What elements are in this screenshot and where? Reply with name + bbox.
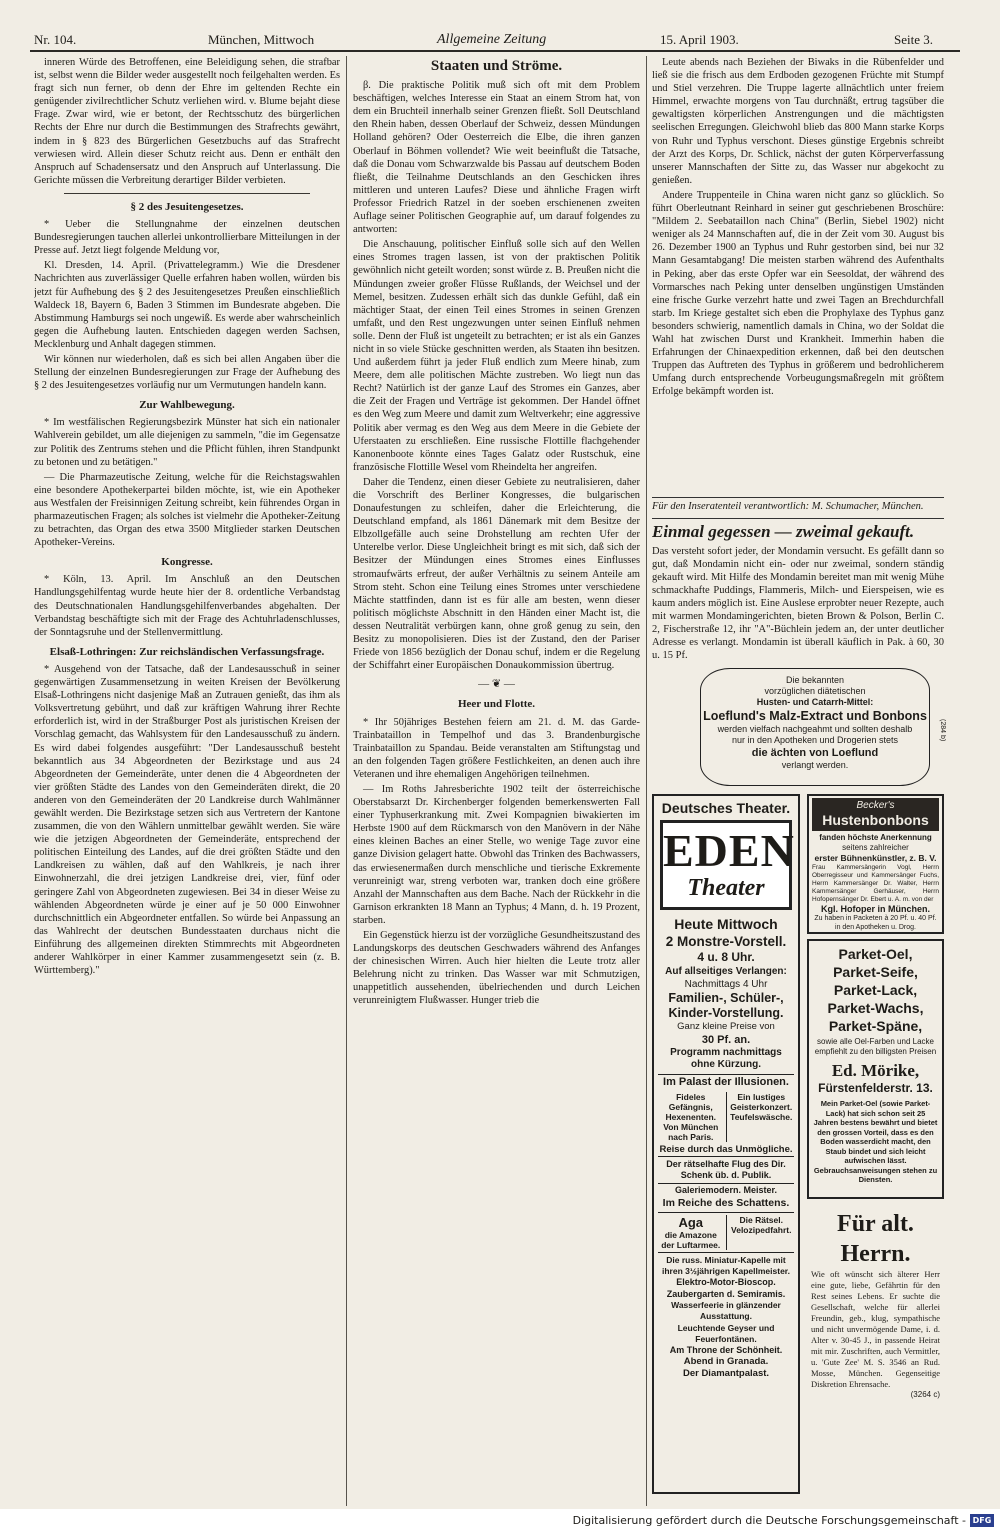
issue-date: 15. April 1903. [660,32,739,47]
eden-text: Fideles Gefängnis, Hexenenten. Von München nach Paris. [658,1092,727,1142]
section-ornament: — ❦ — [478,678,515,691]
newspaper-title: Allgemeine Zeitung [437,32,547,47]
article-paragraph: * Im westfälischen Regierungsbezirk Münster hat sich ein nationaler Wahlverein gebildet, um alle diejenigen zu sammeln, "die im Gegensatze zur Politik des Zentrums stehen und die Pflicht fühlen, ihren Standpunkt zu betonen und zu betätigen." [34,417,340,468]
becker-brand: Becker's [856,800,895,811]
article-paragraph: Leute abends nach Beziehen der Biwaks in die Rübenfelder und ließ sie die frisch aus dem Erdboden gezogenen Früchte mit Stumpf und Stiel verzehren. Die Truppe lagerte allnächtlich unter freiem Himmel, erwachte morgens von Tau durchnäßt, ertrug tagsüber die gewaltigsten körperlichen Anstrengungen und die mächtigsten seelischen Erregungen. Gleichwohl blieb das 800 Mann starke Korps von Ruhr und Typhus verschont. Dieses günstige Ergebnis schreibt der Arzt des Korps, Dr. Schlick, nächst der guten Körperverfassung unserer Mannschaften der Sitte zu, das Wasser nur abgekocht zu genießen. [652,57,944,186]
loeflund-line: vorzüglichen diätetischen [764,686,866,696]
loeflund-line: werden vielfach nachgeahmt und sollten deshalb [717,724,913,734]
section-heading: Zur Wahlbewegung. [139,399,235,412]
mondamin-text: Das versteht sofort jeder, der Mondamin versucht. Es gefällt dann so gut, daß Mondamin nicht ein- oder nur zweimal, sondern ständig gekauft wird. Mit Hilfe des Mondamin bereitet man mit wenig Mühe schmackhafte Puddings, Flammeris, Milch- und Eierspeisen, wie es kaum anders möglich ist. Eine Auslese erprobter neuer Rezepte, auch mit warmen Mondamingerichten, bieten Brown & Polson, Berlin C. 2, Fischerstraße 12, ihr "A"-Büchlein jedem an, der unter deutlicher Adresse es verlangt. Mondamin ist überall käuflich in Pak. à 60, 30 u. 15 Pf. [652,546,944,660]
article-paragraph: Andere Truppenteile in China waren nicht ganz so glücklich. So führt Oberleutnant Reinhard in seiner gut geschriebenen Broschüre: "Mildem 2. Seebataillon nach China" (Berlin, Siebel 1902) nicht weniger als 24 Mannschaften auf, die in der Zeit vom 30. August bis 26. Dezember 1900 an Typhus und Ruhr gestorben sind, bei nur 32 Mann Gesamtabgang! Die meisten starben während des Aufenthalts in Peking, aber das erste Opfer war ein Seesoldat, der während des Vormarsches nach Peking unter denselben ungünstigen Umständen eine frische Gurke verzehrt hatte und zwei Tagen an Brechdurchfall starb. Im Kriege gestaltet sich eben die Prophylaxe des Typhus ganz besonders schwierig, namentlich damals in China, wo der Soldat die Wahl hat zwischen Durst und Krankheit. Immerhin haben die Erfahrungen der Chinaexpedition erkennen, daß bei den deutschen Truppen das Auftreten des Typhus in größerem und bedrohlicherem Umfang durch entsprechende Vorbeugungsmaßregeln mit größtem Erfolge bekämpft worden ist. [652,189,944,398]
eden-text: Familien-, Schüler-, [668,991,784,1005]
eden-text: Aga [678,1215,704,1230]
eden-text: Nachmittags 4 Uhr [684,979,768,990]
eden-text: Elektro-Motor-Bioscop. [676,1277,776,1287]
divider [64,193,310,194]
article-paragraph: Die Anschauung, politischer Einfluß solle sich auf den Wellen eines Stromes tragen lassen, ist von der praktischen Politik gewöhnlich nicht geteilt worden; sonst würde z. B. Preußen nicht die Mündungen zweier großer Flüsse Rußlands, der Weichsel und der Memel, besitzen. Zudessen erhält sich das dunkle Gefühl, daß ein mächtiger Staat, der einen Teil eines Stromes in seinen Grenzen umfaßt, und den Rest ungezwungen unter seinen Einfluß nehmen solle. Denn der Fluß ist ungeteilt zu betrachten; er ist als ein Ganzes nicht in so viele Stücke geschnitten werden, als Staaten ihn besitzen. Und außerdem führt ja jeder Fluß endlich zum Meere hinab, zum Meere, dem alle politischen Mächte zustreben. Wo liegt nun das Recht? Natürlich ist der ganze Lauf des Stromes ein Ganzes, aber die Zeit der Fragen und Verträge ist gekommen. Der Handel öffnet es den Weg zum Meere und damit zum Weltverkehr; eine aggressive Politik aber vermag es den Weg aus dem Meere in die Gebiete der Uferstaaten zu erschließen. Eine russische Flottille flachgehender Kanonenboote könnte eines Tages Galatz oder Rustschuk, eine französische Flottille Wesel vom Rheindelta her angreifen. [353,239,640,473]
column-rule [346,56,347,1506]
eden-text: 2 Monstre-Vorstell. [665,934,787,949]
mondamin-ad [652,522,944,660]
loeflund-line: nur in den Apotheken und Drogerien stets [731,735,899,745]
eden-text: Im Palast der Illusionen. [658,1074,794,1090]
eden-logo: EDEN [663,825,795,876]
eden-header: Deutsches Theater. [661,800,791,816]
article-paragraph: Wir können nur wiederholen, daß es sich bei allen Angaben über die Stellung der einzelnen Bundesregierungen zur Frage der Aufhebung des § 2 des Jesuitengesetzes vorläufig nur um Vermutungen handeln kann. [34,353,340,392]
advertising-responsibility: Für den Inseratenteil verantwortlich: M. Schumacher, München. [652,497,944,519]
loeflund-line: Die bekannten [785,675,845,685]
eden-text: Der Diamantpalast. [682,1368,770,1379]
eden-text: Heute Mittwoch [674,916,778,932]
becker-text: Zu haben in Packeten à 20 Pf. u. 40 Pf. in den Apotheken u. Drog. [814,915,937,931]
eden-text: Im Reiche des Schattens. [662,1197,790,1209]
masthead [0,0,1000,50]
moerike-text: Mein Parket-Oel (sowie Parket-Lack) hat sich schon seit 25 Jahren bestens bewährt und bietet den grossen Vorteil, dass es den Boden wasserdicht macht, den Staub bindet und sich leicht aufwischen lässt. Gebrauchsanweisungen stehen zu Diensten. [813,1099,938,1184]
masthead-rule [30,50,960,52]
mondamin-title: Einmal gegessen — zweimal gekauft. [652,522,915,541]
page-number: Seite 3. [894,32,933,47]
eden-theater-ad [652,794,800,1494]
becker-header [812,798,939,831]
article-paragraph: Ein Gegenstück hierzu ist der vorzügliche Gesundheitszustand des Landungskorps des deutschen Geschwaders während des Anfanges der chinesischen Wirren. Auch hier hielten die Leute trotz aller Belehrung nicht zu trinken. Das Wasser war mit Schmutzigen, unappetitlich aussehenden, übelriechenden und durch Leichen verunreinigtem Flußwasser. Hunger trieb die [353,930,640,1007]
section-heading: § 2 des Jesuitengesetzes. [130,200,244,213]
personal-ad-text: Wie oft wünscht sich älterer Herr eine gute, liebe, Gefährtin für den Rest seines Lebens. Er suchte die Gesellschaft, welche für allerlei Freundin, geb., klug, sympathische und nicht unvermögende Dame, i. d. Alter v. 30-45 J., in passende Heirat mit mir. Zuschriften, auch Vermittler, u. 'Gute Zee' M. S. 3546 an Rud. Mosse, München. Gegenseitige Diskretion Ehrensache. [811,1269,940,1389]
loeflund-line: die ächten von Loeflund [751,747,879,759]
eden-text: Zaubergarten d. Semiramis. [666,1289,786,1299]
article-paragraph: * Köln, 13. April. Im Anschluß an den Deutschen Handlungsgehilfentag wurde heute hier der 8. ordentliche Verbandstag des Deutschnationalen Handlungsgehilfenverbandes abgehalten. Der Verbandstag beschäftigte sich mit der Frage des Achtuhrladenschlusses, der Sonntagsruhe und der Stellenvermittlung. [34,574,340,638]
personal-ad-title: Für alt. Herrn. [837,1211,914,1267]
section-heading: Heer und Flotte. [457,698,536,711]
section-heading: Kongresse. [161,556,213,569]
eden-program-row [658,1212,794,1250]
becker-text: fanden höchste Anerkennung [819,833,932,842]
becker-text: Frau Kammersängerin Vogl, Herrn Oberregisseur und Kammersänger Fuchs, Herrn Kammersänger Dr. Walter, Herrn Kammersänger Gerhäuser, Herrn Hofopernsänger Dr. Ebert u. A. m. von der [812,864,939,903]
moerike-product-item: Parket-Seife, [833,964,918,980]
article-paragraph: * Ausgehend von der Tatsache, daß der Landesausschuß in seiner gegenwärtigen Zusammensetzung in weiten Kreisen der Bevölkerung Elsaß-Lothringens nicht dasjenige Maß an Zutrauen genießt, das ihm als Volksvertretung gebührt, und daß zur kräftigen Wahrung ihrer Rechte erforderlich ist, wird in der Straßburger Post als juristischen Kreisen der Vorschlag gemacht, das Wahlsystem für den Landesausschuß zu ändern. Es wird dabei folgendes ausgeführt: "Der Landesausschuß besteht bekanntlich aus 34 Abgeordneten der Bezirkstage und aus 24 Abgeordneten der Gemeinderäte, unter denen die 4 Abgeordneten der vier größten Städte des Landes von den Gemeinderäten direkt, die 20 anderen von den Gemeinderäten der 20 Landkreise durch Wahlmänner gewählt werden. Die Bezirkstage setzen sich aus Vertretern der Kantone zusammen, die von den Wählern unmittelbar gewählt werden. Sie wäre wie die jetzigen Abgeordneten der Gemeinderäte, entsprechend der politischen Einteilung des Landes, auf die drei größten Städte und den Landkreisen zu wählen, daß auf den Wahlkreis, je nach ihrer Einwohnerzahl, die drei jetzigen Landkreise drei, vier, fünf oder geringere Zahl von Abgeordneten zugewiesen. Bei 34 in dieser Weise zu wählenden Abgeordneten würde je einer auf je 50 000 Einwohner durchschnittlich ein Abgeordneter entfallen. So würde bei Anpassung an das Wahlrecht der deutschen Bundesstaaten durchaus nicht die Einführung des allgemeinen direkten Stimmrechts mit Abgeordneten anderer Wahlkörper in einer Kammer zusammengesetzt sein (z. B. Württemberg)." [34,663,340,977]
article-paragraph: — Im Roths Jahresberichte 1902 teilt der österreichische Oberstabsarzt Dr. Kirchenberger folgenden bemerkenswerten Fall einer Typhuserkrankung mit. Zwei Kompagnien biwakierten im Herbste 1900 auf dem Rückmarsch von den Manövern in der Nähe eines kleinen Baches an einer Stelle, wo wenige Tage zuvor eine ganze Division gelagert hatte. Obwohl das Trinken des Bachwassers, das erwiesenermaßen durch menschliche und tierische Exkremente verunreinigt war, streng verboten war, tranken doch eine größere Anzahl der Mannschaften aus dem Bache. Nach der Rückkehr in die Garnison erkrankten 18 Mann an Typhus; 4 Mann, d. h. 19 Prozent, starben. [353,783,640,926]
column-3 [652,56,944,488]
loeflund-code: (284 b) [939,718,946,742]
eden-text: Am Throne der Schönheit. [669,1345,783,1355]
eden-text: Kinder-Vorstellung. [668,1006,784,1020]
article-paragraph: Daher die Tendenz, einen dieser Gebiete zu neutralisieren, daher die Vorschrift des Berliner Kongresses, die bulgarischen Donaufestungen zu schleifen, daher die Erleichterung, die Deutschland empfand, als 1861 Dänemark mit dem Besitze der Elbzollgefälle auch seine Drohstellung am rechten Ufer der Unterelbe verlor. Diese Ungleichheit bringt es mit sich, daß sich der Besitzer der Mündungen eines Stromes eines Einflusses stromaufwärts erfreut, der außer Verhältnis zu seinem Anteile am Strom steht. Schon eine Teilung eines Stromes unter verschiedene Mächte stattfinden, dann ist es für alle am besten, wenn dieser politisch möglichste Abschnitt in den Händen einer Macht ist, die dessen Neutralität verbürgen kann, ohne groß genug zu sein, den Besitz zu monopolisieren. Dies ist der Zustand, den der Pariser Friede von 1856 bezüglich der Donau schuf, indem er die Regelung der Schiffahrt einer Europäischen Donaukommission übertrug. [353,476,640,672]
column-2 [353,56,640,1456]
column-1 [34,56,340,1456]
issue-number: Nr. 104. [34,32,77,47]
digitization-footer [0,1509,1000,1533]
eden-text: Die russ. Miniatur-Kapelle mit ihren 3½jährigen Kapellmeister. [658,1252,794,1276]
eden-text: Ganz kleine Preise von [677,1021,775,1032]
eden-logo-box [660,820,795,910]
personal-ad [807,1205,944,1495]
eden-text: Ein lustiges Geisterkonzert. Teufelswäsche. [730,1092,793,1122]
eden-text: 4 u. 8 Uhr. [697,950,755,964]
becker-product: Hustenbonbons [822,812,929,828]
moerike-product-item: Parket-Späne, [828,1018,923,1034]
eden-text: 30 Pf. an. [701,1034,751,1046]
article-paragraph: * Ihr 50jähriges Bestehen feiern am 21. d. M. das Garde-Trainbataillon in Tempelhof und das 3. Brandenburgische Trainbataillon zu Spandau. Beide veranstalten am Stiftungstag und an den folgenden Tagen größere Festlichkeiten, an denen auch ihre Veteranen und ihre ehemaligen Angehörigen teilnehmen. [353,716,640,780]
eden-text: Auf allseitiges Verlangen: [665,966,787,977]
loeflund-ad [700,668,930,786]
moerike-ad [807,939,944,1199]
article-paragraph: inneren Würde des Betroffenen, eine Beleidigung sehen, die strafbar ist, selbst wenn die Bilder weder ausgestellt noch feilgehalten werden. Es fragt sich nun ferner, ob denn der Ehre im geltenden Rechte ein genügender zivilrechtlicher Schutz verliehen wird. v. Blume bejaht diese Frage. Zwar wird, wie er betont, der Rechtsschutz des bürgerlichen Rechts der Ehre nur durch die Bestimmungen des Strafrechts gewährt, indem in § 823 des Bürgerlichen Gesetzbuchs auf das Strafrecht verwiesen wird. Allein dieser Schutz reicht aus. Denn er enthält den Anspruch auf Schadensersatz und den Anspruch auf Unterlassung. Die Gerichte müssen die Verbreitung derartiger Bilder verbieten. [34,57,340,186]
moerike-product-item: Parket-Lack, [833,982,918,998]
becker-text: erster Bühnenkünstler, z. B. V. [814,853,937,863]
eden-text: Der rätselhafte Flug des Dir. Schenk üb. d. Publik. [658,1156,794,1184]
article-paragraph: Kl. Dresden, 14. April. (Privattelegramm.) Wie die Dresdener Nachrichten aus zuverlässiger Quelle erfahren haben wollen, würden bis jetzt für Aufhebung des § 2 des Jesuitengesetzes Preußen einschließlich Waldeck 18, Bayern 6, Baden 3 Stimmen im Bundesrate abgeben. Die Abstimmung Hamburgs sei noch ungewiß. Es werde aber wahrscheinlich gegen die Aufhebung lauten. Entschieden dagegen werden Sachsen, Mecklenburg und Anhalt dagegen stimmen. [34,260,340,350]
moerike-text: sowie alle Oel-Farben und Lacke empfiehlt zu den billigsten Preisen [814,1037,937,1056]
loeflund-line: Husten- und Catarrh-Mittel: [756,697,874,707]
article-paragraph: — Die Pharmazeutische Zeitung, welche für die Reichstagswahlen eine besondere Apothekerpartei bilden möchte, ist, wie ein Apotheker aus Westfalen der Freisinnigen Zeitung schreibt, kein führendes Organ in pharmazeutischen Fragen; als solches ist vielmehr die Apotheker-Zeitung zu betrachten, das Organ des etwa 3500 Mitglieder starken Deutschen Apotheker-Vereins. [34,471,340,549]
eden-text: Abend in Granada. [683,1356,769,1367]
dfg-logo: DFG [970,1514,994,1527]
becker-text: seitens zahlreicher [842,843,909,852]
moerike-address: Fürstenfelderstr. 13. [818,1081,933,1095]
becker-ad [807,794,944,934]
article-paragraph: β. Die praktische Politik muß sich oft mit dem Problem beschäftigen, welches Interesse ein Staat an einem Strom hat, von dem ein Bruchteil innerhalb seiner Grenzen fließt. Soll Deutschland den Rhein haben, dessen Oberlauf der Schweiz, dessen Mündungen Holland gehören? Oder Oesterreich die Elbe, die ihren ganzen Oberlauf in Böhmen vollendet? Wie weit beeinflußt die Tatsache, daß die Donau vom Schwarzwalde bis Passau auf deutschem Boden fließt, die Teilnahme Deutschlands an den Geschicken ihres mittleren und unteren Laufes? Diese und ähnliche Fragen wirft Professor Friedrich Ratzel in der soeben erschienenen zweiten Auflage seiner Politischen Geographie auf, um darauf folgendes zu antworten: [353,80,640,236]
eden-text: Reise durch das Unmögliche. [659,1144,793,1155]
eden-text: die Amazone der Luftarmee. [661,1230,721,1250]
eden-text: Programm nachmittags [670,1047,782,1058]
footer-credit: Digitalisierung gefördert durch die Deutsche Forschungsgemeinschaft - [572,1514,966,1527]
loeflund-line: verlangt werden. [781,760,849,770]
moerike-product-list [813,945,938,1035]
becker-text: Kgl. Hofoper in München. [821,904,930,914]
personal-ad-code: (3264 c) [910,1390,940,1399]
loeflund-product: Loeflund's Malz-Extract und Bonbons [703,709,927,723]
place-day: München, Mittwoch [208,32,315,47]
eden-text: Wasserfeerie in glänzender Ausstattung. [671,1300,781,1321]
article-paragraph: * Ueber die Stellungnahme der einzelnen deutschen Bundesregierungen tauchen allerlei unkontrollierbare Mitteilungen in der Presse auf. Jetzt liegt folgende Meldung vor, [34,219,340,257]
eden-aga [658,1215,727,1250]
eden-logo-subtitle: Theater [687,875,765,901]
section-heading: Elsaß-Lothringen: Zur reichsländischen Verfassungsfrage. [49,645,325,658]
column-rule [646,56,647,1506]
eden-text: Die Rätsel. Velozipedfahrt. [731,1215,792,1235]
eden-text: ohne Kürzung. [691,1059,761,1070]
moerike-product-item: Parket-Wachs, [827,1000,924,1016]
article-title: Staaten und Ströme. [430,58,563,74]
eden-program-row [658,1092,794,1142]
moerike-product-item: Parket-Oel, [838,946,913,962]
eden-text: Leuchtende Geyser und Feuerfontänen. [677,1323,775,1344]
eden-text: Galeriemodern. Meister. [674,1185,778,1195]
moerike-name: Ed. Mörike, [831,1061,920,1080]
